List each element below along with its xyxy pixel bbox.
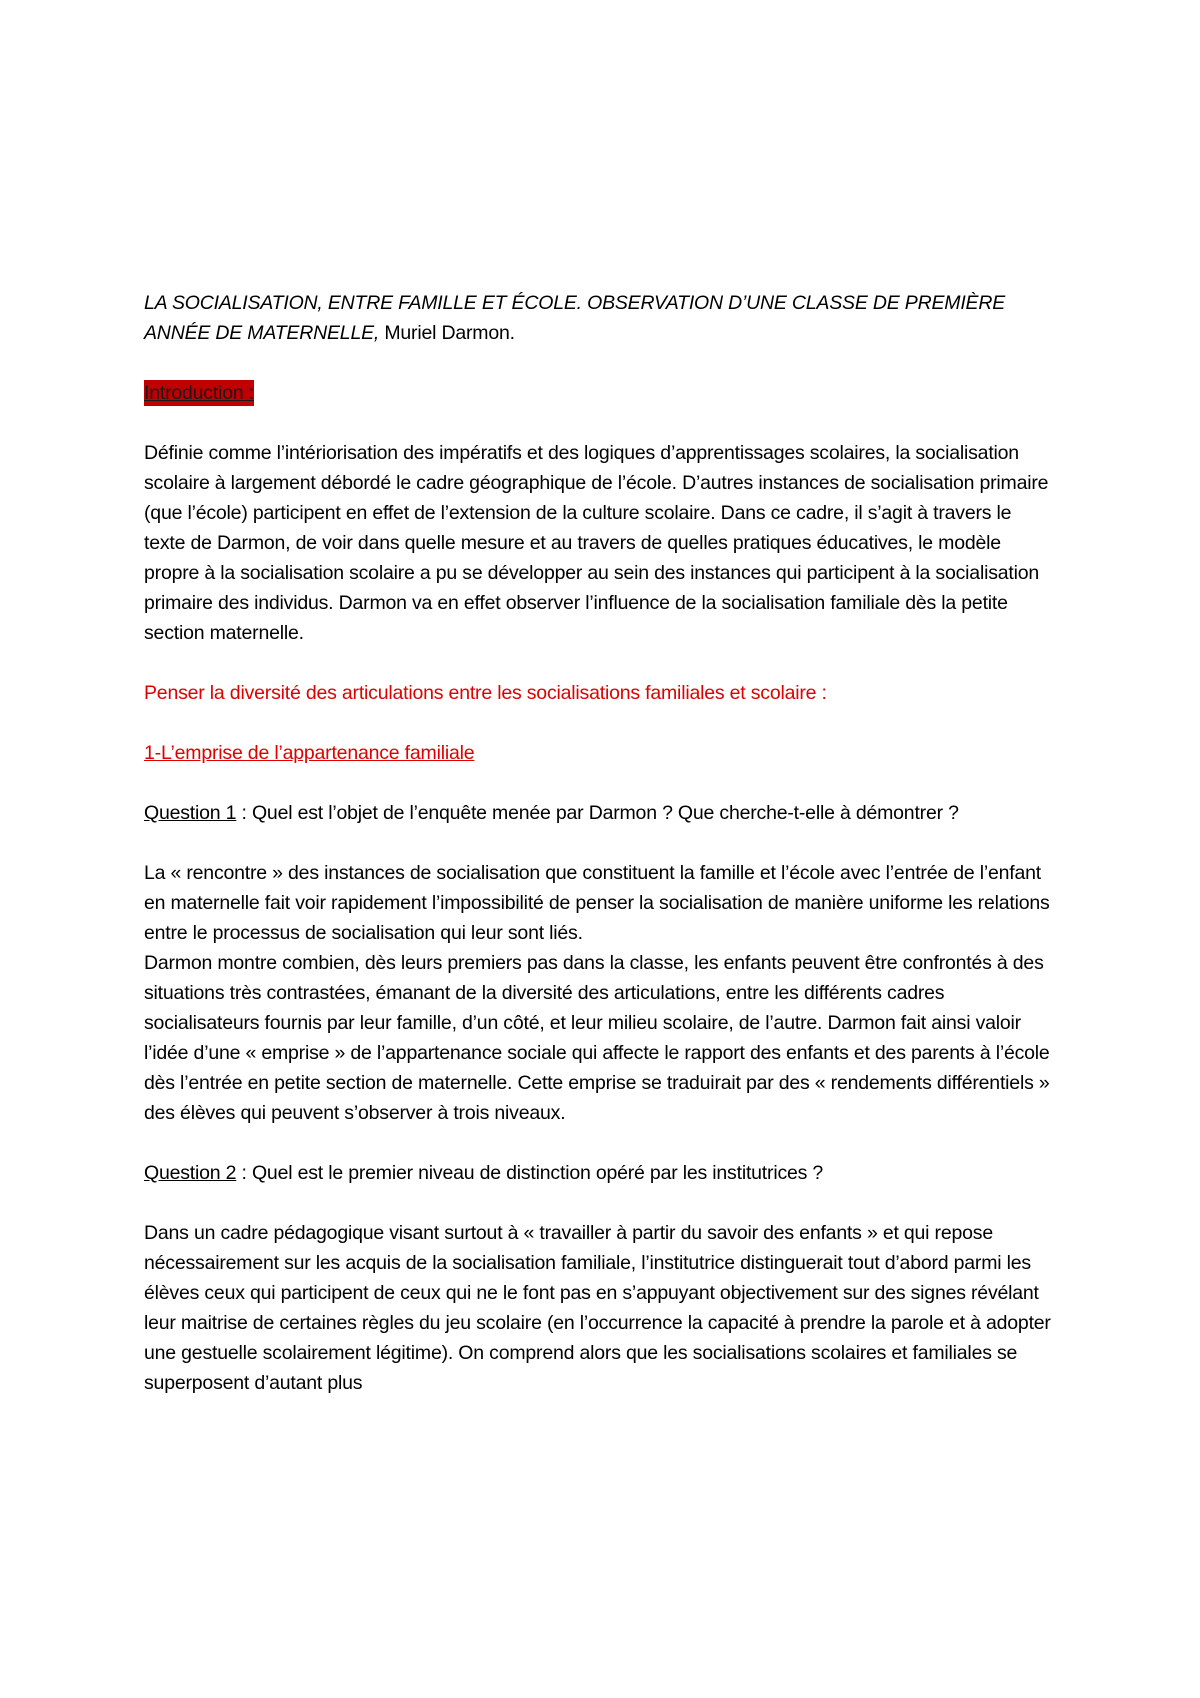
section-heading: Penser la diversité des articulations entre les socialisations familiales et scolaire : (144, 682, 827, 704)
intro-heading: Introduction : (144, 382, 254, 404)
question-2-label: Question 2 (144, 1162, 237, 1184)
answer-2-paragraph: Dans un cadre pédagogique visant surtout à « travailler à partir du savoir des enfants » et qui repose nécessairement sur les acquis de la socialisation familiale, l’institutrice distinguerait tout d’abord parmi les élèves ceux qui participent de ceux qui ne le font pas en s’appuyant objectivement sur des signes révélant leur maitrise de certaines règles du jeu scolaire (en l’occurrence la capacité à prendre la parole et à adopter une gestuelle scolairement légitime). On comprend alors que les socialisations scolaires et familiales se superposent d’autant plus (144, 1222, 1051, 1394)
title-text: LA SOCIALISATION, ENTRE FAMILLE ET ÉCOLE. OBSERVATION D’UNE CLASSE DE PREMIÈRE ANNÉE DE MATERNELLE, (144, 292, 1006, 344)
intro-paragraph: Définie comme l’intériorisation des impératifs et des logiques d’apprentissages scolaires, la socialisation scolaire à largement débordé le cadre géographique de l’école. D’autres instances de socialisation primaire (que l’école) participent en effet de l’extension de la culture scolaire. Dans ce cadre, il s’agit à travers le texte de Darmon, de voir dans quelle mesure et au travers de quelles pratiques éducatives, le modèle propre à la socialisation scolaire a pu se développer au sein des instances qui participent à la socialisation primaire des individus. Darmon va en effet observer l’influence de la socialisation familiale dès la petite section maternelle. (144, 442, 1049, 644)
question-2-text: : Quel est le premier niveau de distinction opéré par les institutrices ? (236, 1162, 824, 1184)
question-1-text: : Quel est l’objet de l’enquête menée par Darmon ? Que cherche-t-elle à démontrer ? (236, 802, 959, 824)
document-body (144, 288, 1054, 1398)
answer-1-paragraph-1: La « rencontre » des instances de socialisation que constituent la famille et l’école avec l’entrée de l’enfant en maternelle fait voir rapidement l’impossibilité de penser la socialisation de manière uniforme les relations entre le processus de socialisation qui leur sont liés. (144, 862, 1050, 944)
subsection-heading: 1-L’emprise de l’appartenance familiale (144, 742, 475, 764)
question-2 (144, 1158, 1054, 1188)
author-name: Muriel Darmon. (379, 322, 515, 344)
document-title (144, 288, 1054, 348)
intro-heading-line (144, 378, 1054, 408)
question-1-label: Question 1 (144, 802, 237, 824)
answer-1-paragraph-2: Darmon montre combien, dès leurs premiers pas dans la classe, les enfants peuvent être confrontés à des situations très contrastées, émanant de la diversité des articulations, entre les différents cadres socialisateurs fournis par leur famille, d’un côté, et leur milieu scolaire, de l’autre. Darmon fait ainsi valoir l’idée d’une « emprise » de l’appartenance sociale qui affecte le rapport des enfants et des parents à l’école dès l’entrée en petite section de maternelle. Cette emprise se traduirait par des « rendements différentiels » des élèves qui peuvent s’observer à trois niveaux. (144, 952, 1050, 1124)
question-1 (144, 798, 1054, 828)
